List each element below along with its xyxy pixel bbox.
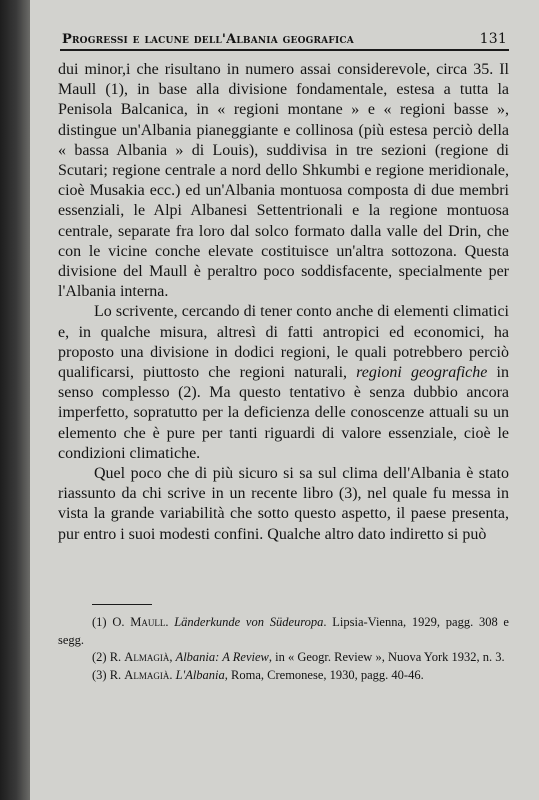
text-run: Quel poco che di più sicuro si sa sul clima dell'Albania è stato riassunto da chi scrive in un recente libro (3), nel quale fu messa in vista la grande variabilità che sotto questo aspetto, il paese presenta, pur entro i suoi modesti confini. Qualche altro dato indiretto si può <box>58 465 509 543</box>
book-spine-shadow <box>0 0 30 800</box>
footnote <box>58 649 509 667</box>
footnotes <box>58 614 509 684</box>
footnote-separator <box>92 604 152 605</box>
text-run: . Lipsia-Vienna, 1929, pagg. 308 e segg. <box>58 615 509 647</box>
author-name: Almagià <box>124 667 170 682</box>
text-run: , Roma, Cremonese, 1930, pagg. 40-46. <box>224 667 424 682</box>
running-header <box>62 30 507 50</box>
footnote <box>58 614 509 649</box>
author-name: Maull <box>130 615 166 629</box>
running-title: Progressi e lacune dell'Albania geografica <box>62 32 354 47</box>
italic-text: Länderkunde von Südeuropa <box>174 615 324 629</box>
footnote <box>58 667 509 685</box>
italic-text: regioni geografiche <box>356 364 488 382</box>
text-run: . <box>169 667 176 682</box>
author-name: Almagià <box>124 650 170 664</box>
paragraph <box>58 60 509 302</box>
italic-text: L'Albania <box>175 667 225 682</box>
book-page <box>30 0 539 800</box>
text-run: (2) R. <box>92 650 125 664</box>
header-rule <box>60 49 509 51</box>
text-run: dui minor,i che risultano in numero assai considerevole, circa 35. Il Maull (1), in base alla divisione fondamentale, estesa a tutta la Penisola Balcanica, in « regioni montane » e « regioni basse », distingue un'Albania pianeggiante e collinosa (più estesa perciò della « bassa Albania » di Louis), suddivisa in tre sezioni (regione di Scutari; regione centrale a nord dello Shkumbi e regione meridionale, cioè Musakia ecc.) ed un'Albania montuosa composta di due membri essenziali, le Alpi Albanesi Settentrionali e la regione montuosa centrale, separate fra loro dal solco formato dalla valle del Drin, che con le vicine conche elevate costituisce un'altra sottozona. Questa divisione del Maull è peraltro poco soddisfacente, specialmente per l'Albania interna. <box>58 61 509 301</box>
text-run: , <box>169 650 176 664</box>
text-run: (3) R. <box>92 667 125 682</box>
italic-text: Albania: A Review <box>175 650 269 664</box>
text-run: . <box>165 615 175 629</box>
page-number: 131 <box>479 31 507 47</box>
text-run: (1) O. <box>92 615 131 629</box>
paragraph <box>58 302 509 464</box>
body-text <box>58 60 509 545</box>
text-run: in senso complesso (2). Ma questo tentativo è senza dubbio ancora imperfetto, sopratutto per la deficienza delle conoscenze attuali su un elemento che è pure per tanti riguardi di valore essenziale, cioè le condizioni climatiche. <box>58 364 509 462</box>
paragraph <box>58 464 509 545</box>
text-run: Lo scrivente, cercando di tener conto anche di elementi climatici e, in qualche misura, altresì di fatti antropici ed economici, ha proposto una divisione in dodici regioni, le quali potrebbero perciò qualificarsi, piuttosto che regioni naturali, <box>58 303 509 382</box>
text-run: , in « Geogr. Review », Nuova York 1932, n. 3. <box>268 650 505 664</box>
